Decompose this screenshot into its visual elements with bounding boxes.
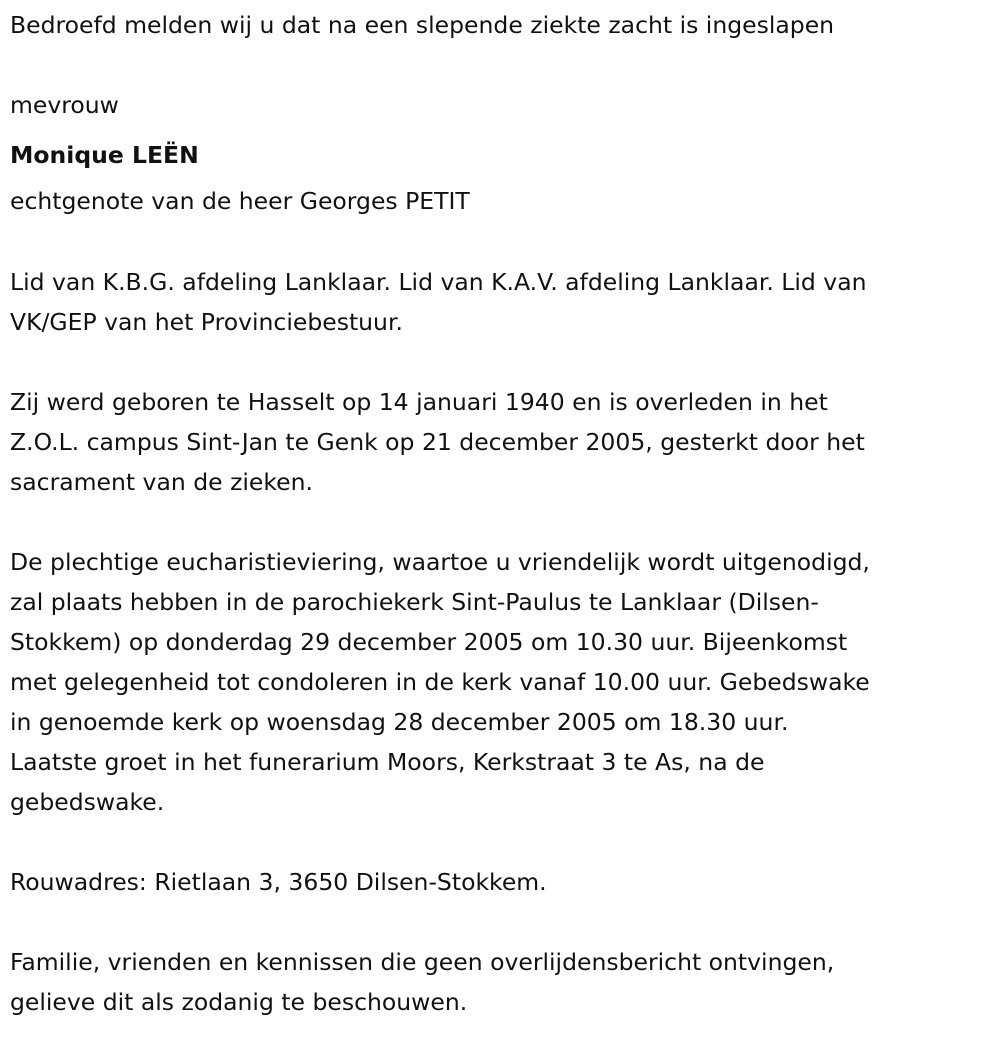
ceremony-line: gebedswake. [10,788,165,816]
ceremony-line: Laatste groet in het funerarium Moors, Kerkstraat 3 te As, na de [10,748,765,776]
intro-text: Bedroefd melden wij u dat na een slepende ziekte zacht is ingeslapen [10,11,835,39]
memberships-line: VK/GEP van het Provinciebestuur. [10,308,403,336]
closing-line: gelieve dit als zodanig te beschouwen. [10,988,468,1016]
ceremony-line: met gelegenheid tot condoleren in de kerk vanaf 10.00 uur. Gebedswake [10,668,870,696]
ceremony-line: De plechtige eucharistieviering, waartoe u vriendelijk wordt uitgenodigd, [10,548,870,576]
ceremony-line: in genoemde kerk op woensdag 28 december 2005 om 18.30 uur. [10,708,789,736]
ceremony-line: Stokkem) op donderdag 29 december 2005 om 10.30 uur. Bijeenkomst [10,628,848,656]
spouse-text: echtgenote van de heer Georges PETIT [10,187,470,215]
memberships-line: Lid van K.B.G. afdeling Lanklaar. Lid van K.A.V. afdeling Lanklaar. Lid van [10,268,867,296]
title-prefix: mevrouw [10,91,119,119]
deceased-name: Monique LEËN [10,141,199,169]
birth-death-line: Zij werd geboren te Hasselt op 14 januari 1940 en is overleden in het [10,388,828,416]
closing-line: Familie, vrienden en kennissen die geen overlijdensbericht ontvingen, [10,948,835,976]
ceremony-line: zal plaats hebben in de parochiekerk Sint-Paulus te Lanklaar (Dilsen- [10,588,819,616]
birth-death-line: sacrament van de zieken. [10,468,313,496]
birth-death-line: Z.O.L. campus Sint-Jan te Genk op 21 december 2005, gesterkt door het [10,428,865,456]
mourning-address: Rouwadres: Rietlaan 3, 3650 Dilsen-Stokkem. [10,868,547,896]
